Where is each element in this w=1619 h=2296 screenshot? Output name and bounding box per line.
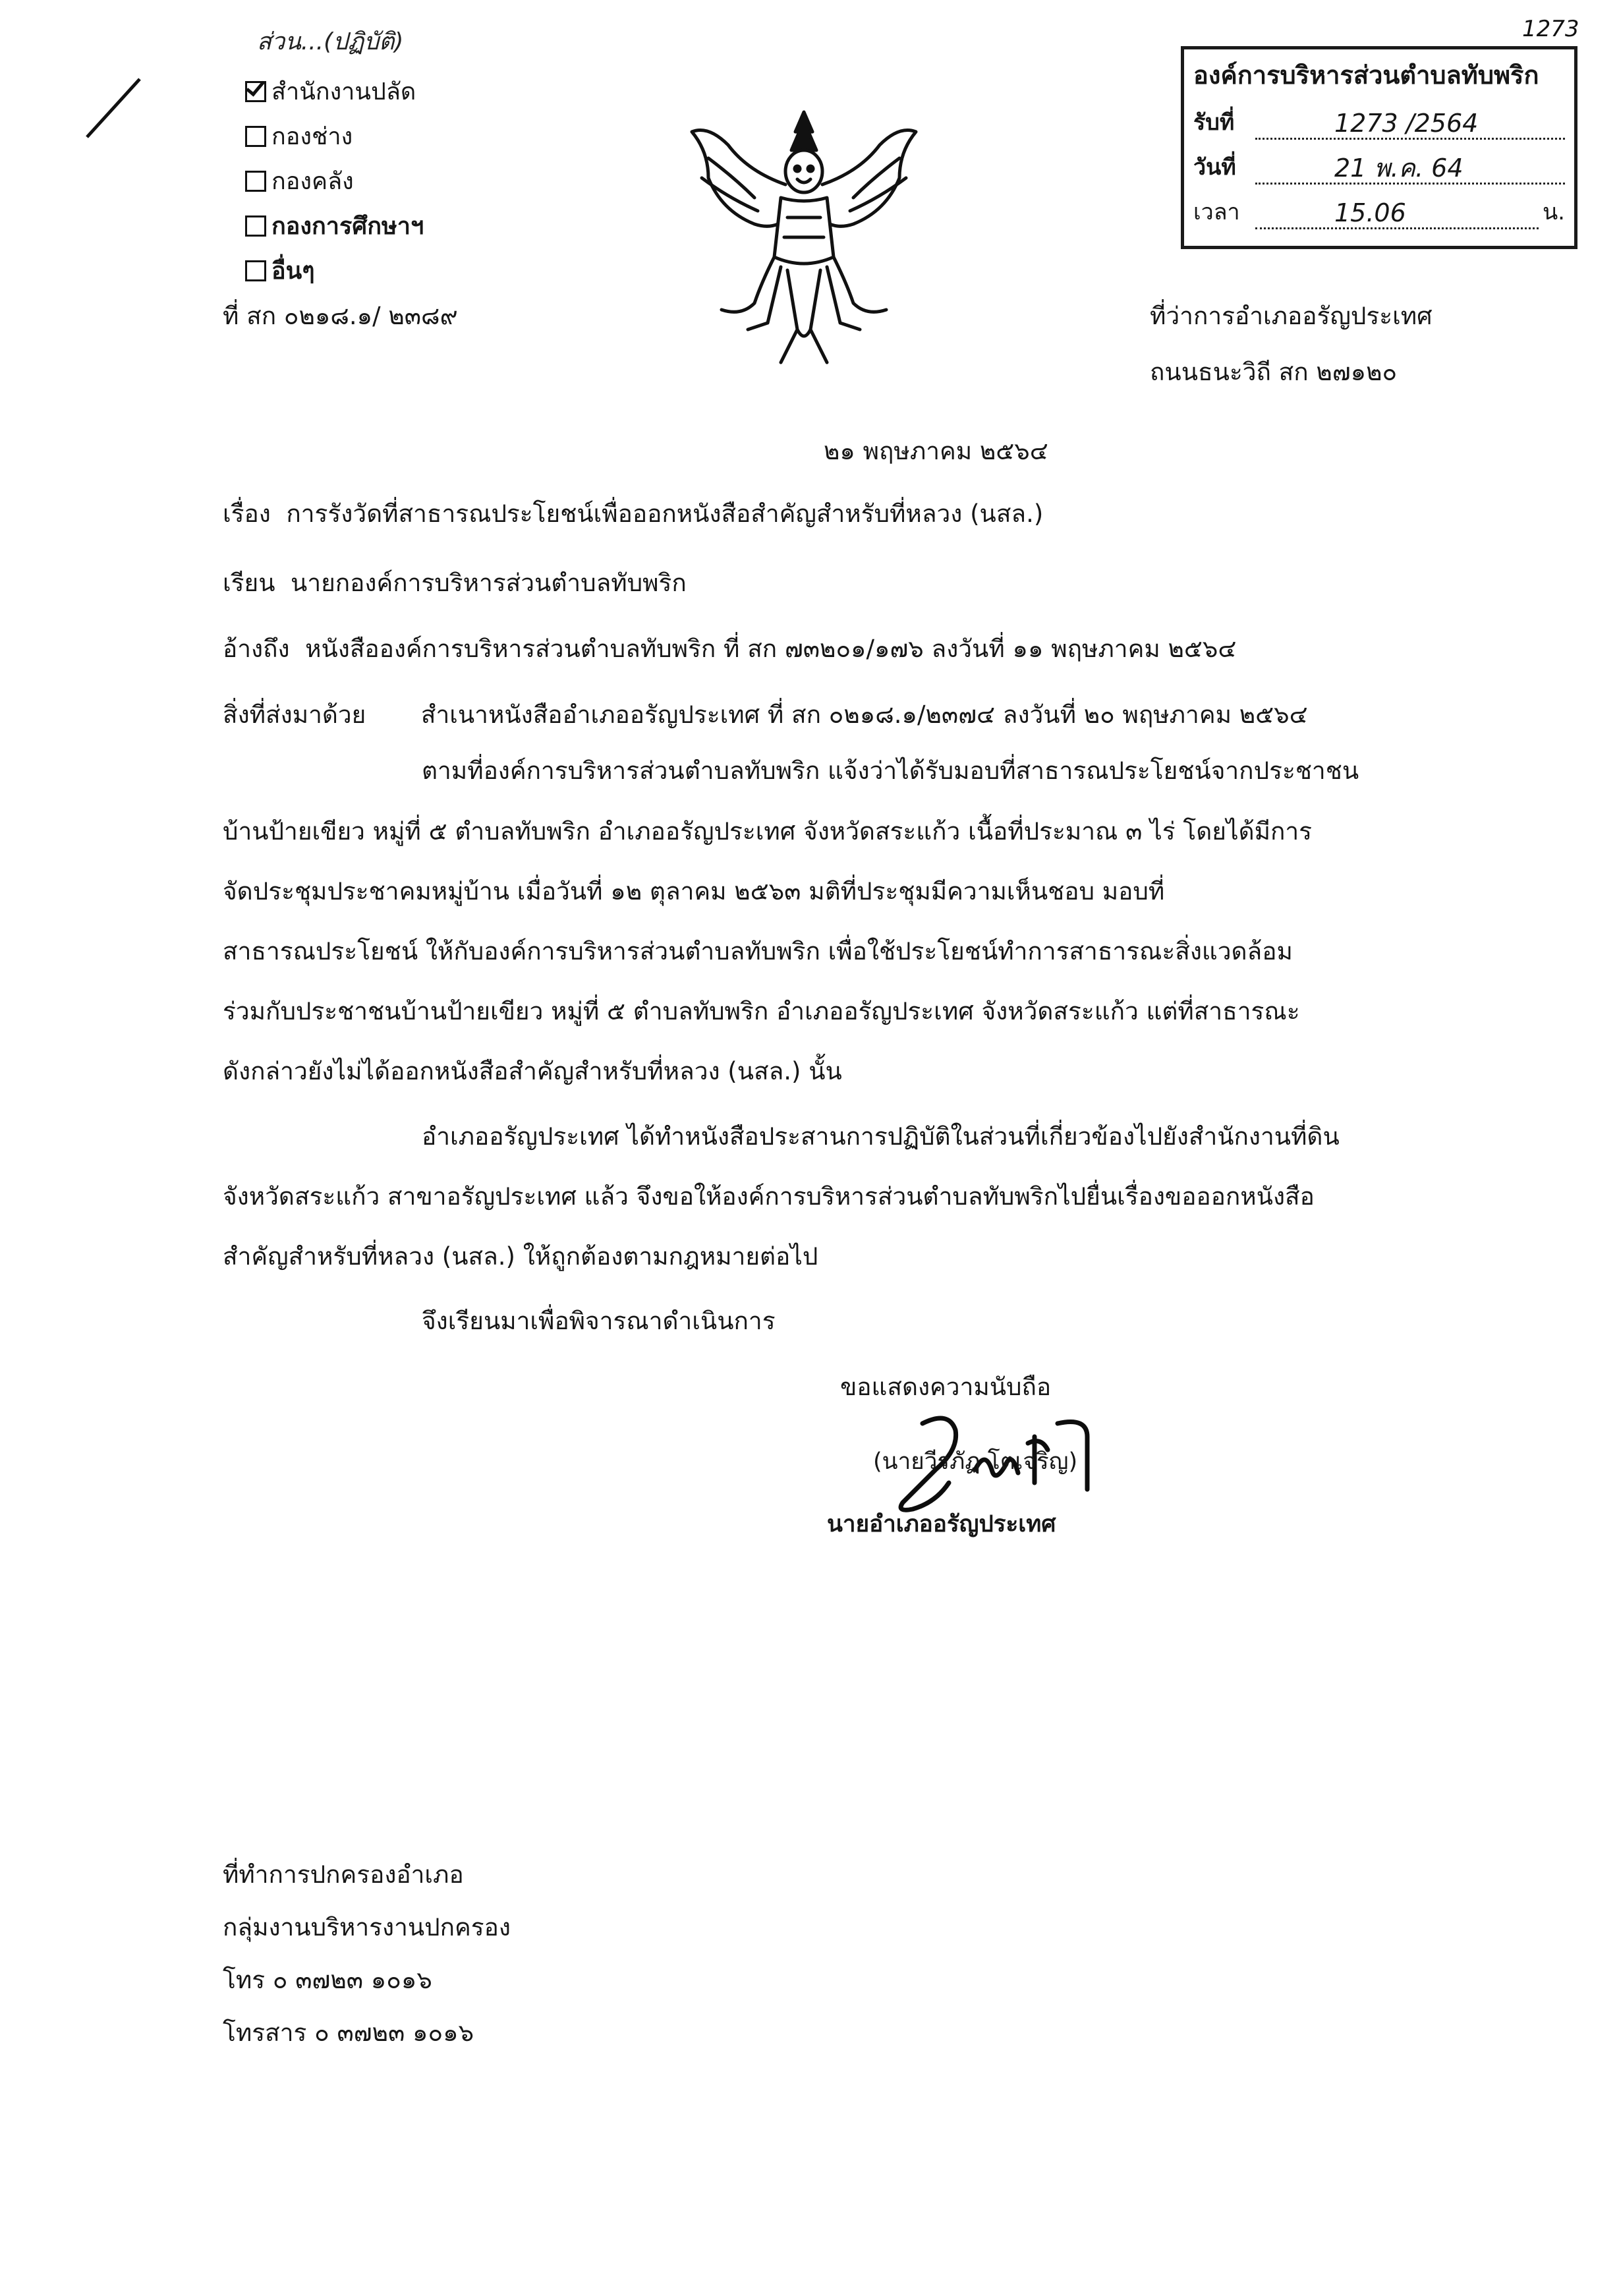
- body-paragraph-1-line: ร่วมกับประชาชนบ้านป้ายเขียว หมู่ที่ ๕ ตำบลทับพริก อำเภออรัญประเทศ จังหวัดสระแก้ว แต่ที่สาธารณะ: [223, 997, 1300, 1025]
- enclosure-line: [223, 695, 1308, 734]
- body-paragraph-2-line: จังหวัดสระแก้ว สาขาอรัญประเทศ แล้ว จึงขอให้องค์การบริหารส่วนตำบลทับพริกไปยื่นเรื่องขอออกหนังสือ: [223, 1182, 1315, 1211]
- routing-item-finance[interactable]: [245, 162, 354, 200]
- routing-item-label: สำนักงานปลัด: [271, 78, 416, 105]
- routing-item-engineering[interactable]: [245, 117, 353, 155]
- footer-phone: โทร ๐ ๓๗๒๓ ๑๐๑๖: [223, 1966, 432, 1994]
- routing-item-label: กองคลัง: [271, 168, 354, 195]
- handwritten-number: 1273: [1522, 16, 1579, 42]
- routing-item-label: กองการศึกษาฯ: [271, 213, 424, 240]
- subject-text: การรังวัดที่สาธารณประโยชน์เพื่อออกหนังสือสำคัญสำหรับที่หลวง (นสล.): [286, 500, 1044, 528]
- routing-item-education[interactable]: [245, 207, 424, 244]
- body-paragraph-1-line: สาธารณประโยชน์ ให้กับองค์การบริหารส่วนตำบลทับพริก เพื่อใช้ประโยชน์ทำการสาธารณะสิ่งแวดล้อม: [223, 937, 1293, 965]
- stamp-received-number: 1273 /2564: [1255, 110, 1565, 140]
- office-address: ถนนธนะวิถี สก ๒๗๑๒๐: [1150, 358, 1398, 386]
- body-paragraph-2-line: อำเภออรัญประเทศ ได้ทำหนังสือประสานการปฏิบัติในส่วนที่เกี่ยวข้องไปยังสำนักงานที่ดิน: [422, 1122, 1340, 1151]
- stamp-organization: องค์การบริหารส่วนตำบลทับพริก: [1193, 61, 1539, 90]
- checked-checkbox-icon[interactable]: [245, 81, 266, 102]
- footer-fax: โทรสาร ๐ ๓๗๒๓ ๑๐๑๖: [223, 2019, 474, 2047]
- reference-line: [223, 629, 1236, 668]
- reference-text: หนังสือองค์การบริหารส่วนตำบลทับพริก ที่ สก ๗๓๒๐๑/๑๗๖ ลงวันที่ ๑๑ พฤษภาคม ๒๕๖๔: [305, 635, 1237, 663]
- checkbox-icon[interactable]: [245, 215, 266, 237]
- receipt-stamp: [1181, 46, 1577, 249]
- checkbox-icon[interactable]: [245, 171, 266, 192]
- stamp-row-time: [1193, 194, 1565, 229]
- letter-date: ๒๑ พฤษภาคม ๒๕๖๔: [824, 437, 1048, 465]
- signer-name: (นายวีรภัฏ โตเจริญ): [873, 1449, 1078, 1475]
- office-name: ที่ว่าการอำเภออรัญประเทศ: [1150, 302, 1433, 330]
- routing-item-label: กองช่าง: [271, 123, 353, 150]
- stamp-label: รับที่: [1193, 109, 1235, 136]
- routing-item-other[interactable]: [245, 252, 315, 289]
- subject-label: เรื่อง: [223, 500, 271, 528]
- routing-item-office[interactable]: [245, 72, 416, 110]
- footer-unit: ที่ทำการปกครองอำเภอ: [223, 1860, 464, 1889]
- body-paragraph-1-line: ตามที่องค์การบริหารส่วนตำบลทับพริก แจ้งว่าได้รับมอบที่สาธารณประโยชน์จากประชาชน: [422, 757, 1359, 785]
- checkbox-icon[interactable]: [245, 260, 266, 281]
- closing: ขอแสดงความนับถือ: [840, 1373, 1052, 1401]
- body-paragraph-1-line: ดังกล่าวยังไม่ได้ออกหนังสือสำคัญสำหรับที่หลวง (นสล.) นั้น: [223, 1057, 842, 1085]
- body-paragraph-1-line: จัดประชุมประชาคมหมู่บ้าน เมื่อวันที่ ๑๒ ตุลาคม ๒๕๖๓ มติที่ประชุมมีความเห็นชอบ มอบที่: [223, 877, 1165, 905]
- subject-line: [223, 494, 1043, 533]
- pen-mark: [79, 72, 145, 145]
- stamp-date: 21 พ.ค. 64: [1255, 155, 1565, 185]
- stamp-time-suffix: น.: [1542, 199, 1565, 225]
- stamp-time: 15.06: [1255, 200, 1539, 229]
- stamp-label: เวลา: [1193, 199, 1240, 225]
- signer-title: นายอำเภออรัญประเทศ: [827, 1511, 1056, 1537]
- enclosure-text: สำเนาหนังสืออำเภออรัญประเทศ ที่ สก ๐๒๑๘.๑/๒๓๗๔ ลงวันที่ ๒๐ พฤษภาคม ๒๕๖๔: [420, 701, 1308, 729]
- stamp-row-date: [1193, 149, 1565, 185]
- body-paragraph-1-line: บ้านป้ายเขียว หมู่ที่ ๕ ตำบลทับพริก อำเภออรัญประเทศ จังหวัดสระแก้ว เนื้อที่ประมาณ ๓ ไร่ โดยได้มีการ: [223, 817, 1313, 846]
- reference-label: อ้างถึง: [223, 635, 290, 663]
- to-label: เรียน: [223, 569, 275, 597]
- body-paragraph-2-line: สำคัญสำหรับที่หลวง (นสล.) ให้ถูกต้องตามกฎหมายต่อไป: [223, 1242, 818, 1271]
- checkbox-icon[interactable]: [245, 126, 266, 147]
- closing-request: จึงเรียนมาเพื่อพิจารณาดำเนินการ: [422, 1307, 776, 1335]
- stamp-label: วันที่: [1193, 154, 1236, 181]
- garuda-emblem-icon: [682, 105, 926, 369]
- to-text: นายกองค์การบริหารส่วนตำบลทับพริก: [291, 569, 687, 597]
- routing-header: ส่วน...(ปฏิบัติ): [257, 28, 404, 55]
- stamp-row-number: [1193, 104, 1565, 140]
- to-line: [223, 563, 687, 602]
- enclosure-label: สิ่งที่ส่งมาด้วย: [223, 701, 366, 729]
- footer-group: กลุ่มงานบริหารงานปกครอง: [223, 1913, 511, 1941]
- routing-item-label: อื่นๆ: [271, 258, 315, 285]
- letter-ref-number: ที่ สก ๐๒๑๘.๑/ ๒๓๘๙: [223, 302, 458, 330]
